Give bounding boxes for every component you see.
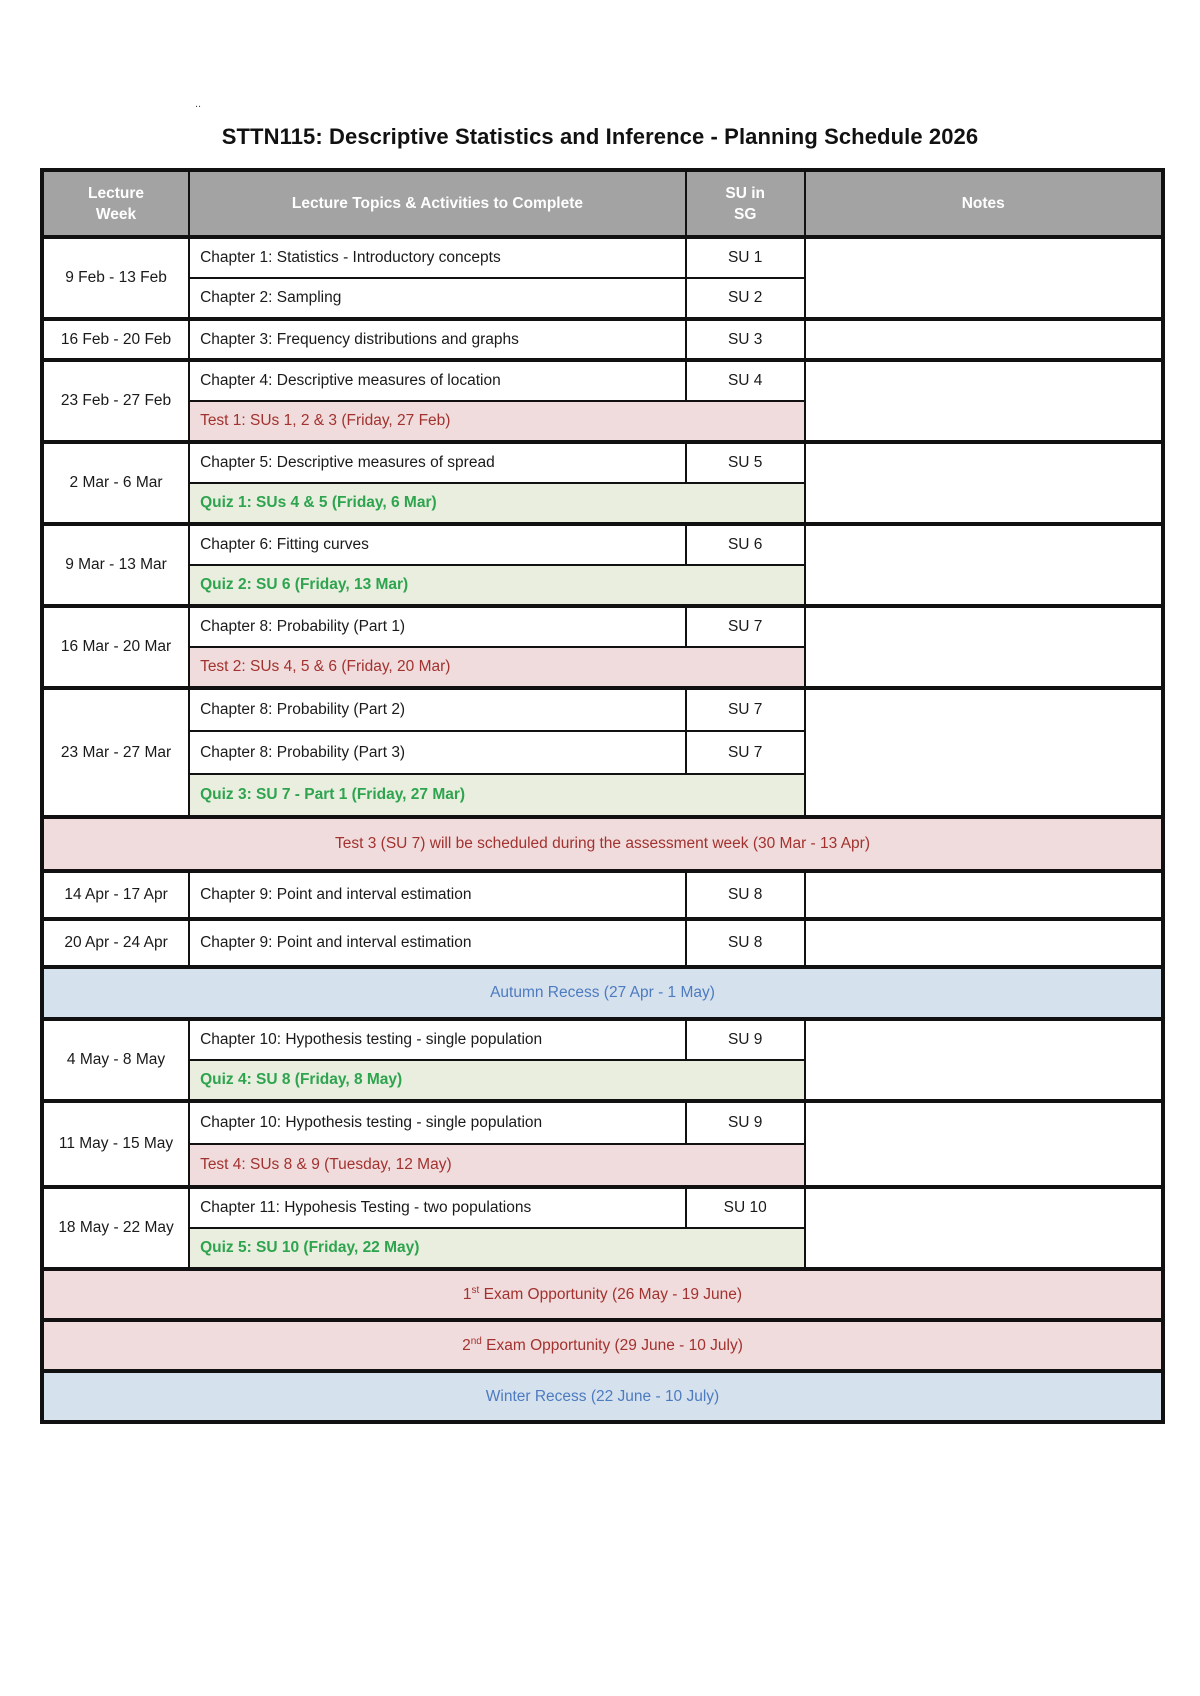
notes-cell [805, 360, 1163, 442]
topic-cell: Chapter 1: Statistics - Introductory concepts [189, 237, 686, 278]
table-row [42, 1187, 1163, 1228]
table-row [42, 919, 1163, 967]
notes-cell [805, 237, 1163, 319]
table-row [42, 1019, 1163, 1060]
su-cell: SU 9 [686, 1101, 805, 1144]
su-cell: SU 5 [686, 442, 805, 483]
week-cell: 16 Feb - 20 Feb [42, 319, 189, 360]
su-cell: SU 3 [686, 319, 805, 360]
table-row [42, 606, 1163, 647]
week-cell: 11 May - 15 May [42, 1101, 189, 1187]
table-row [42, 442, 1163, 483]
table-row [42, 817, 1163, 871]
table-row [42, 1269, 1163, 1320]
notes-cell [805, 319, 1163, 360]
topic-cell: Chapter 4: Descriptive measures of location [189, 360, 686, 401]
table-row [42, 360, 1163, 401]
su-cell: SU 2 [686, 278, 805, 319]
week-cell: 23 Feb - 27 Feb [42, 360, 189, 442]
header-topics: Lecture Topics & Activities to Complete [189, 170, 686, 237]
notes-cell [805, 1187, 1163, 1269]
topic-cell: Chapter 5: Descriptive measures of spread [189, 442, 686, 483]
table-row [42, 967, 1163, 1019]
notes-cell [805, 442, 1163, 524]
topic-cell: Chapter 9: Point and interval estimation [189, 871, 686, 919]
quiz-cell: Quiz 5: SU 10 (Friday, 22 May) [189, 1228, 805, 1269]
su-cell: SU 6 [686, 524, 805, 565]
topic-cell: Chapter 8: Probability (Part 3) [189, 731, 686, 774]
page-mark: .. [195, 98, 202, 110]
su-cell: SU 4 [686, 360, 805, 401]
test3-banner: Test 3 (SU 7) will be scheduled during the assessment week (30 Mar - 13 Apr) [42, 817, 1163, 871]
winter-recess-banner: Winter Recess (22 June - 10 July) [42, 1371, 1163, 1422]
su-cell: SU 10 [686, 1187, 805, 1228]
notes-cell [805, 871, 1163, 919]
notes-cell [805, 688, 1163, 817]
week-cell: 4 May - 8 May [42, 1019, 189, 1101]
week-cell: 18 May - 22 May [42, 1187, 189, 1269]
autumn-recess-banner: Autumn Recess (27 Apr - 1 May) [42, 967, 1163, 1019]
su-cell: SU 8 [686, 919, 805, 967]
su-cell: SU 1 [686, 237, 805, 278]
table-row [42, 1101, 1163, 1144]
exam1-banner: 1st Exam Opportunity (26 May - 19 June) [42, 1269, 1163, 1320]
table-row [42, 871, 1163, 919]
notes-cell [805, 606, 1163, 688]
week-cell: 2 Mar - 6 Mar [42, 442, 189, 524]
topic-cell: Chapter 10: Hypothesis testing - single population [189, 1101, 686, 1144]
table-header-row [42, 170, 1163, 237]
topic-cell: Chapter 2: Sampling [189, 278, 686, 319]
topic-cell: Chapter 3: Frequency distributions and graphs [189, 319, 686, 360]
week-cell: 20 Apr - 24 Apr [42, 919, 189, 967]
table-row [42, 688, 1163, 731]
test-cell: Test 4: SUs 8 & 9 (Tuesday, 12 May) [189, 1144, 805, 1187]
topic-cell: Chapter 8: Probability (Part 2) [189, 688, 686, 731]
topic-cell: Chapter 10: Hypothesis testing - single population [189, 1019, 686, 1060]
header-notes: Notes [805, 170, 1163, 237]
quiz-cell: Quiz 3: SU 7 - Part 1 (Friday, 27 Mar) [189, 774, 805, 817]
su-cell: SU 7 [686, 731, 805, 774]
su-cell: SU 7 [686, 606, 805, 647]
table-row [42, 237, 1163, 278]
header-su: SU in SG [686, 170, 805, 237]
quiz-cell: Quiz 4: SU 8 (Friday, 8 May) [189, 1060, 805, 1101]
week-cell: 9 Feb - 13 Feb [42, 237, 189, 319]
schedule-table [40, 168, 1165, 1424]
table-row [42, 319, 1163, 360]
topic-cell: Chapter 11: Hypohesis Testing - two populations [189, 1187, 686, 1228]
notes-cell [805, 1019, 1163, 1101]
notes-cell [805, 1101, 1163, 1187]
quiz-cell: Quiz 2: SU 6 (Friday, 13 Mar) [189, 565, 805, 606]
exam2-banner: 2nd Exam Opportunity (29 June - 10 July) [42, 1320, 1163, 1371]
topic-cell: Chapter 8: Probability (Part 1) [189, 606, 686, 647]
su-cell: SU 7 [686, 688, 805, 731]
header-week: Lecture Week [42, 170, 189, 237]
su-cell: SU 8 [686, 871, 805, 919]
week-cell: 16 Mar - 20 Mar [42, 606, 189, 688]
table-row [42, 1371, 1163, 1422]
week-cell: 23 Mar - 27 Mar [42, 688, 189, 817]
table-row [42, 1320, 1163, 1371]
table-row [42, 524, 1163, 565]
notes-cell [805, 524, 1163, 606]
page-title: STTN115: Descriptive Statistics and Inference - Planning Schedule 2026 [221, 124, 979, 149]
week-cell: 9 Mar - 13 Mar [42, 524, 189, 606]
topic-cell: Chapter 9: Point and interval estimation [189, 919, 686, 967]
topic-cell: Chapter 6: Fitting curves [189, 524, 686, 565]
notes-cell [805, 919, 1163, 967]
test-cell: Test 1: SUs 1, 2 & 3 (Friday, 27 Feb) [189, 401, 805, 442]
su-cell: SU 9 [686, 1019, 805, 1060]
test-cell: Test 2: SUs 4, 5 & 6 (Friday, 20 Mar) [189, 647, 805, 688]
week-cell: 14 Apr - 17 Apr [42, 871, 189, 919]
quiz-cell: Quiz 1: SUs 4 & 5 (Friday, 6 Mar) [189, 483, 805, 524]
